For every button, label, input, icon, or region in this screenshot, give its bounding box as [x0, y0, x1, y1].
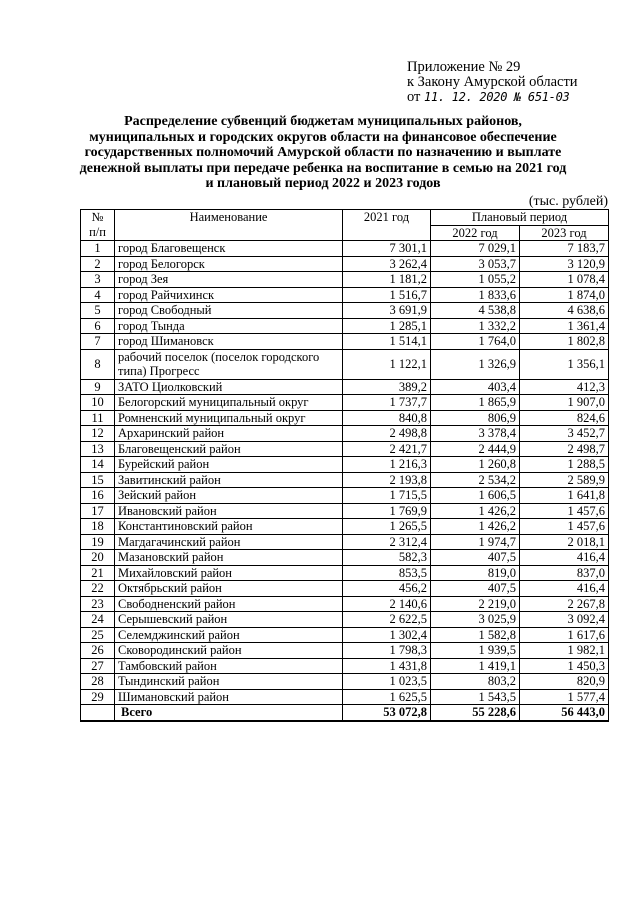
value-2021: 1 265,5 — [343, 519, 431, 535]
row-name: Тамбовский район — [115, 658, 343, 674]
row-name: ЗАТО Циолковский — [115, 379, 343, 395]
row-name: Ромненский муниципальный округ — [115, 410, 343, 426]
value-2021: 2 421,7 — [343, 441, 431, 457]
value-2022: 4 538,8 — [431, 303, 520, 319]
value-2022: 1 426,2 — [431, 519, 520, 535]
table-row — [81, 534, 609, 550]
value-2023: 7 183,7 — [520, 241, 609, 257]
value-2021: 582,3 — [343, 550, 431, 566]
row-name: город Свободный — [115, 303, 343, 319]
value-2021: 1 122,1 — [343, 349, 431, 379]
value-2023: 1 802,8 — [520, 334, 609, 350]
row-number: 6 — [81, 318, 115, 334]
value-2023: 2 498,7 — [520, 441, 609, 457]
table-row — [81, 426, 609, 442]
value-2021: 1 516,7 — [343, 287, 431, 303]
value-2021: 1 216,3 — [343, 457, 431, 473]
table-row — [81, 457, 609, 473]
row-number: 10 — [81, 395, 115, 411]
value-2023: 3 452,7 — [520, 426, 609, 442]
value-2021: 2 140,6 — [343, 596, 431, 612]
row-name: Зейский район — [115, 488, 343, 504]
table-row — [81, 318, 609, 334]
row-name: Белогорский муниципальный округ — [115, 395, 343, 411]
value-2023: 820,9 — [520, 674, 609, 690]
value-2023: 1 641,8 — [520, 488, 609, 504]
appendix-law-ref: к Закону Амурской области — [407, 74, 578, 90]
row-name: Селемджинский район — [115, 627, 343, 643]
table-row — [81, 519, 609, 535]
value-2021: 1 798,3 — [343, 643, 431, 659]
value-2023: 2 018,1 — [520, 534, 609, 550]
row-name: город Белогорск — [115, 256, 343, 272]
value-2021: 2 312,4 — [343, 534, 431, 550]
header-number-line1: № — [91, 210, 104, 224]
value-2022: 7 029,1 — [431, 241, 520, 257]
value-2022: 806,9 — [431, 410, 520, 426]
row-name: Серышевский район — [115, 612, 343, 628]
row-number: 4 — [81, 287, 115, 303]
header-2022: 2022 год — [431, 225, 520, 241]
table-row — [81, 581, 609, 597]
value-2023: 837,0 — [520, 565, 609, 581]
table-row — [81, 256, 609, 272]
row-number: 2 — [81, 256, 115, 272]
row-number: 5 — [81, 303, 115, 319]
row-name: Ивановский район — [115, 503, 343, 519]
row-number: 11 — [81, 410, 115, 426]
table-row — [81, 488, 609, 504]
appendix-date-line — [407, 90, 578, 105]
row-name: Михайловский район — [115, 565, 343, 581]
value-2023: 1 457,6 — [520, 503, 609, 519]
value-2023: 416,4 — [520, 581, 609, 597]
value-2021: 1 431,8 — [343, 658, 431, 674]
value-2022: 1 332,2 — [431, 318, 520, 334]
value-2021: 1 285,1 — [343, 318, 431, 334]
row-number: 23 — [81, 596, 115, 612]
row-number: 15 — [81, 472, 115, 488]
value-2021: 1 023,5 — [343, 674, 431, 690]
row-number: 12 — [81, 426, 115, 442]
row-number: 1 — [81, 241, 115, 257]
appendix-header — [407, 60, 578, 105]
value-2023: 1 288,5 — [520, 457, 609, 473]
row-number: 25 — [81, 627, 115, 643]
table-row — [81, 241, 609, 257]
row-name: Магдагачинский район — [115, 534, 343, 550]
row-number: 18 — [81, 519, 115, 535]
table-row — [81, 503, 609, 519]
table-row — [81, 612, 609, 628]
value-2021: 1 737,7 — [343, 395, 431, 411]
row-number: 16 — [81, 488, 115, 504]
value-2022: 3 053,7 — [431, 256, 520, 272]
row-number: 9 — [81, 379, 115, 395]
value-2022: 1 326,9 — [431, 349, 520, 379]
value-2023: 1 617,6 — [520, 627, 609, 643]
value-2022: 1 426,2 — [431, 503, 520, 519]
value-2023: 1 457,6 — [520, 519, 609, 535]
header-2021: 2021 год — [343, 210, 431, 241]
table-row — [81, 643, 609, 659]
value-2022: 3 378,4 — [431, 426, 520, 442]
row-name: Тындинский район — [115, 674, 343, 690]
row-name: рабочий поселок (поселок городского типа) Прогресс — [115, 349, 343, 379]
row-name: город Райчихинск — [115, 287, 343, 303]
table-row — [81, 658, 609, 674]
value-2021: 2 498,8 — [343, 426, 431, 442]
row-number: 13 — [81, 441, 115, 457]
value-2021: 853,5 — [343, 565, 431, 581]
row-name: город Шимановск — [115, 334, 343, 350]
total-2021: 53 072,8 — [343, 705, 431, 721]
row-number: 3 — [81, 272, 115, 288]
value-2021: 456,2 — [343, 581, 431, 597]
value-2022: 1 260,8 — [431, 457, 520, 473]
value-2023: 1 577,4 — [520, 689, 609, 705]
table-row — [81, 689, 609, 705]
total-label: Всего — [115, 705, 343, 721]
document-title: Распределение субвенций бюджетам муниципальных районов, муниципальных и городских округов области на финансовое обеспечение государственных полномочий Амурской области по назначению и выплате денежной выплаты при передаче ребенка на воспитание в семью на 2021 год и плановый период 2022 и 2023 годов — [79, 114, 567, 191]
row-number: 17 — [81, 503, 115, 519]
table-row — [81, 550, 609, 566]
table-row — [81, 674, 609, 690]
row-number: 21 — [81, 565, 115, 581]
value-2023: 1 874,0 — [520, 287, 609, 303]
handwritten-date-number: 11. 12. 2020 № 651-03 — [424, 90, 570, 104]
row-number: 28 — [81, 674, 115, 690]
value-2023: 824,6 — [520, 410, 609, 426]
value-2021: 1 769,9 — [343, 503, 431, 519]
row-name: город Тында — [115, 318, 343, 334]
value-2021: 7 301,1 — [343, 241, 431, 257]
value-2023: 1 450,3 — [520, 658, 609, 674]
value-2023: 412,3 — [520, 379, 609, 395]
value-2021: 389,2 — [343, 379, 431, 395]
table-row — [81, 472, 609, 488]
row-number: 20 — [81, 550, 115, 566]
value-2022: 803,2 — [431, 674, 520, 690]
value-2022: 407,5 — [431, 581, 520, 597]
value-2021: 3 691,9 — [343, 303, 431, 319]
row-number: 19 — [81, 534, 115, 550]
row-number: 29 — [81, 689, 115, 705]
row-name: город Благовещенск — [115, 241, 343, 257]
table-row — [81, 395, 609, 411]
table-row — [81, 410, 609, 426]
appendix-date-prefix: от — [407, 89, 421, 105]
header-name: Наименование — [115, 210, 343, 241]
header-2023: 2023 год — [520, 225, 609, 241]
value-2021: 1 514,1 — [343, 334, 431, 350]
header-number-line2: п/п — [89, 224, 106, 239]
value-2023: 3 092,4 — [520, 612, 609, 628]
value-2022: 819,0 — [431, 565, 520, 581]
row-number: 26 — [81, 643, 115, 659]
row-name: Константиновский район — [115, 519, 343, 535]
value-2022: 1 419,1 — [431, 658, 520, 674]
row-number: 14 — [81, 457, 115, 473]
row-number: 27 — [81, 658, 115, 674]
value-2023: 1 982,1 — [520, 643, 609, 659]
value-2022: 1 543,5 — [431, 689, 520, 705]
value-2022: 1 833,6 — [431, 287, 520, 303]
header-plan-period: Плановый период — [431, 210, 609, 226]
table-row — [81, 303, 609, 319]
total-number-cell — [81, 705, 115, 721]
value-2023: 1 907,0 — [520, 395, 609, 411]
table-row — [81, 627, 609, 643]
value-2022: 1 582,8 — [431, 627, 520, 643]
row-name: Архаринский район — [115, 426, 343, 442]
header-number — [81, 210, 115, 241]
table-row — [81, 565, 609, 581]
row-name: Сковородинский район — [115, 643, 343, 659]
value-2022: 403,4 — [431, 379, 520, 395]
value-2022: 1 865,9 — [431, 395, 520, 411]
value-2023: 1 361,4 — [520, 318, 609, 334]
row-name: Благовещенский район — [115, 441, 343, 457]
units-label: (тыс. рублей) — [528, 194, 608, 209]
value-2021: 1 625,5 — [343, 689, 431, 705]
value-2022: 1 974,7 — [431, 534, 520, 550]
row-name: Бурейский район — [115, 457, 343, 473]
value-2021: 1 181,2 — [343, 272, 431, 288]
value-2021: 840,8 — [343, 410, 431, 426]
total-2023: 56 443,0 — [520, 705, 609, 721]
row-number: 7 — [81, 334, 115, 350]
row-name: Шимановский район — [115, 689, 343, 705]
value-2022: 2 219,0 — [431, 596, 520, 612]
value-2023: 4 638,6 — [520, 303, 609, 319]
total-row — [81, 705, 609, 721]
table-row — [81, 287, 609, 303]
table-row — [81, 349, 609, 379]
row-number: 22 — [81, 581, 115, 597]
subsidy-table — [80, 209, 609, 722]
table-row — [81, 441, 609, 457]
row-name: Октябрьский район — [115, 581, 343, 597]
value-2021: 2 622,5 — [343, 612, 431, 628]
row-name: Завитинский район — [115, 472, 343, 488]
value-2023: 2 267,8 — [520, 596, 609, 612]
value-2022: 3 025,9 — [431, 612, 520, 628]
table-row — [81, 379, 609, 395]
total-2022: 55 228,6 — [431, 705, 520, 721]
value-2022: 2 534,2 — [431, 472, 520, 488]
row-name: Свободненский район — [115, 596, 343, 612]
value-2021: 3 262,4 — [343, 256, 431, 272]
value-2022: 1 055,2 — [431, 272, 520, 288]
value-2021: 2 193,8 — [343, 472, 431, 488]
value-2022: 1 939,5 — [431, 643, 520, 659]
value-2021: 1 302,4 — [343, 627, 431, 643]
value-2022: 1 606,5 — [431, 488, 520, 504]
value-2023: 2 589,9 — [520, 472, 609, 488]
table-row — [81, 272, 609, 288]
value-2022: 1 764,0 — [431, 334, 520, 350]
value-2021: 1 715,5 — [343, 488, 431, 504]
table-row — [81, 334, 609, 350]
table-row — [81, 596, 609, 612]
value-2023: 1 078,4 — [520, 272, 609, 288]
value-2022: 2 444,9 — [431, 441, 520, 457]
value-2023: 416,4 — [520, 550, 609, 566]
value-2023: 3 120,9 — [520, 256, 609, 272]
value-2023: 1 356,1 — [520, 349, 609, 379]
row-name: город Зея — [115, 272, 343, 288]
row-number: 8 — [81, 349, 115, 379]
value-2022: 407,5 — [431, 550, 520, 566]
row-name: Мазановский район — [115, 550, 343, 566]
appendix-number: Приложение № 29 — [407, 59, 521, 75]
row-number: 24 — [81, 612, 115, 628]
